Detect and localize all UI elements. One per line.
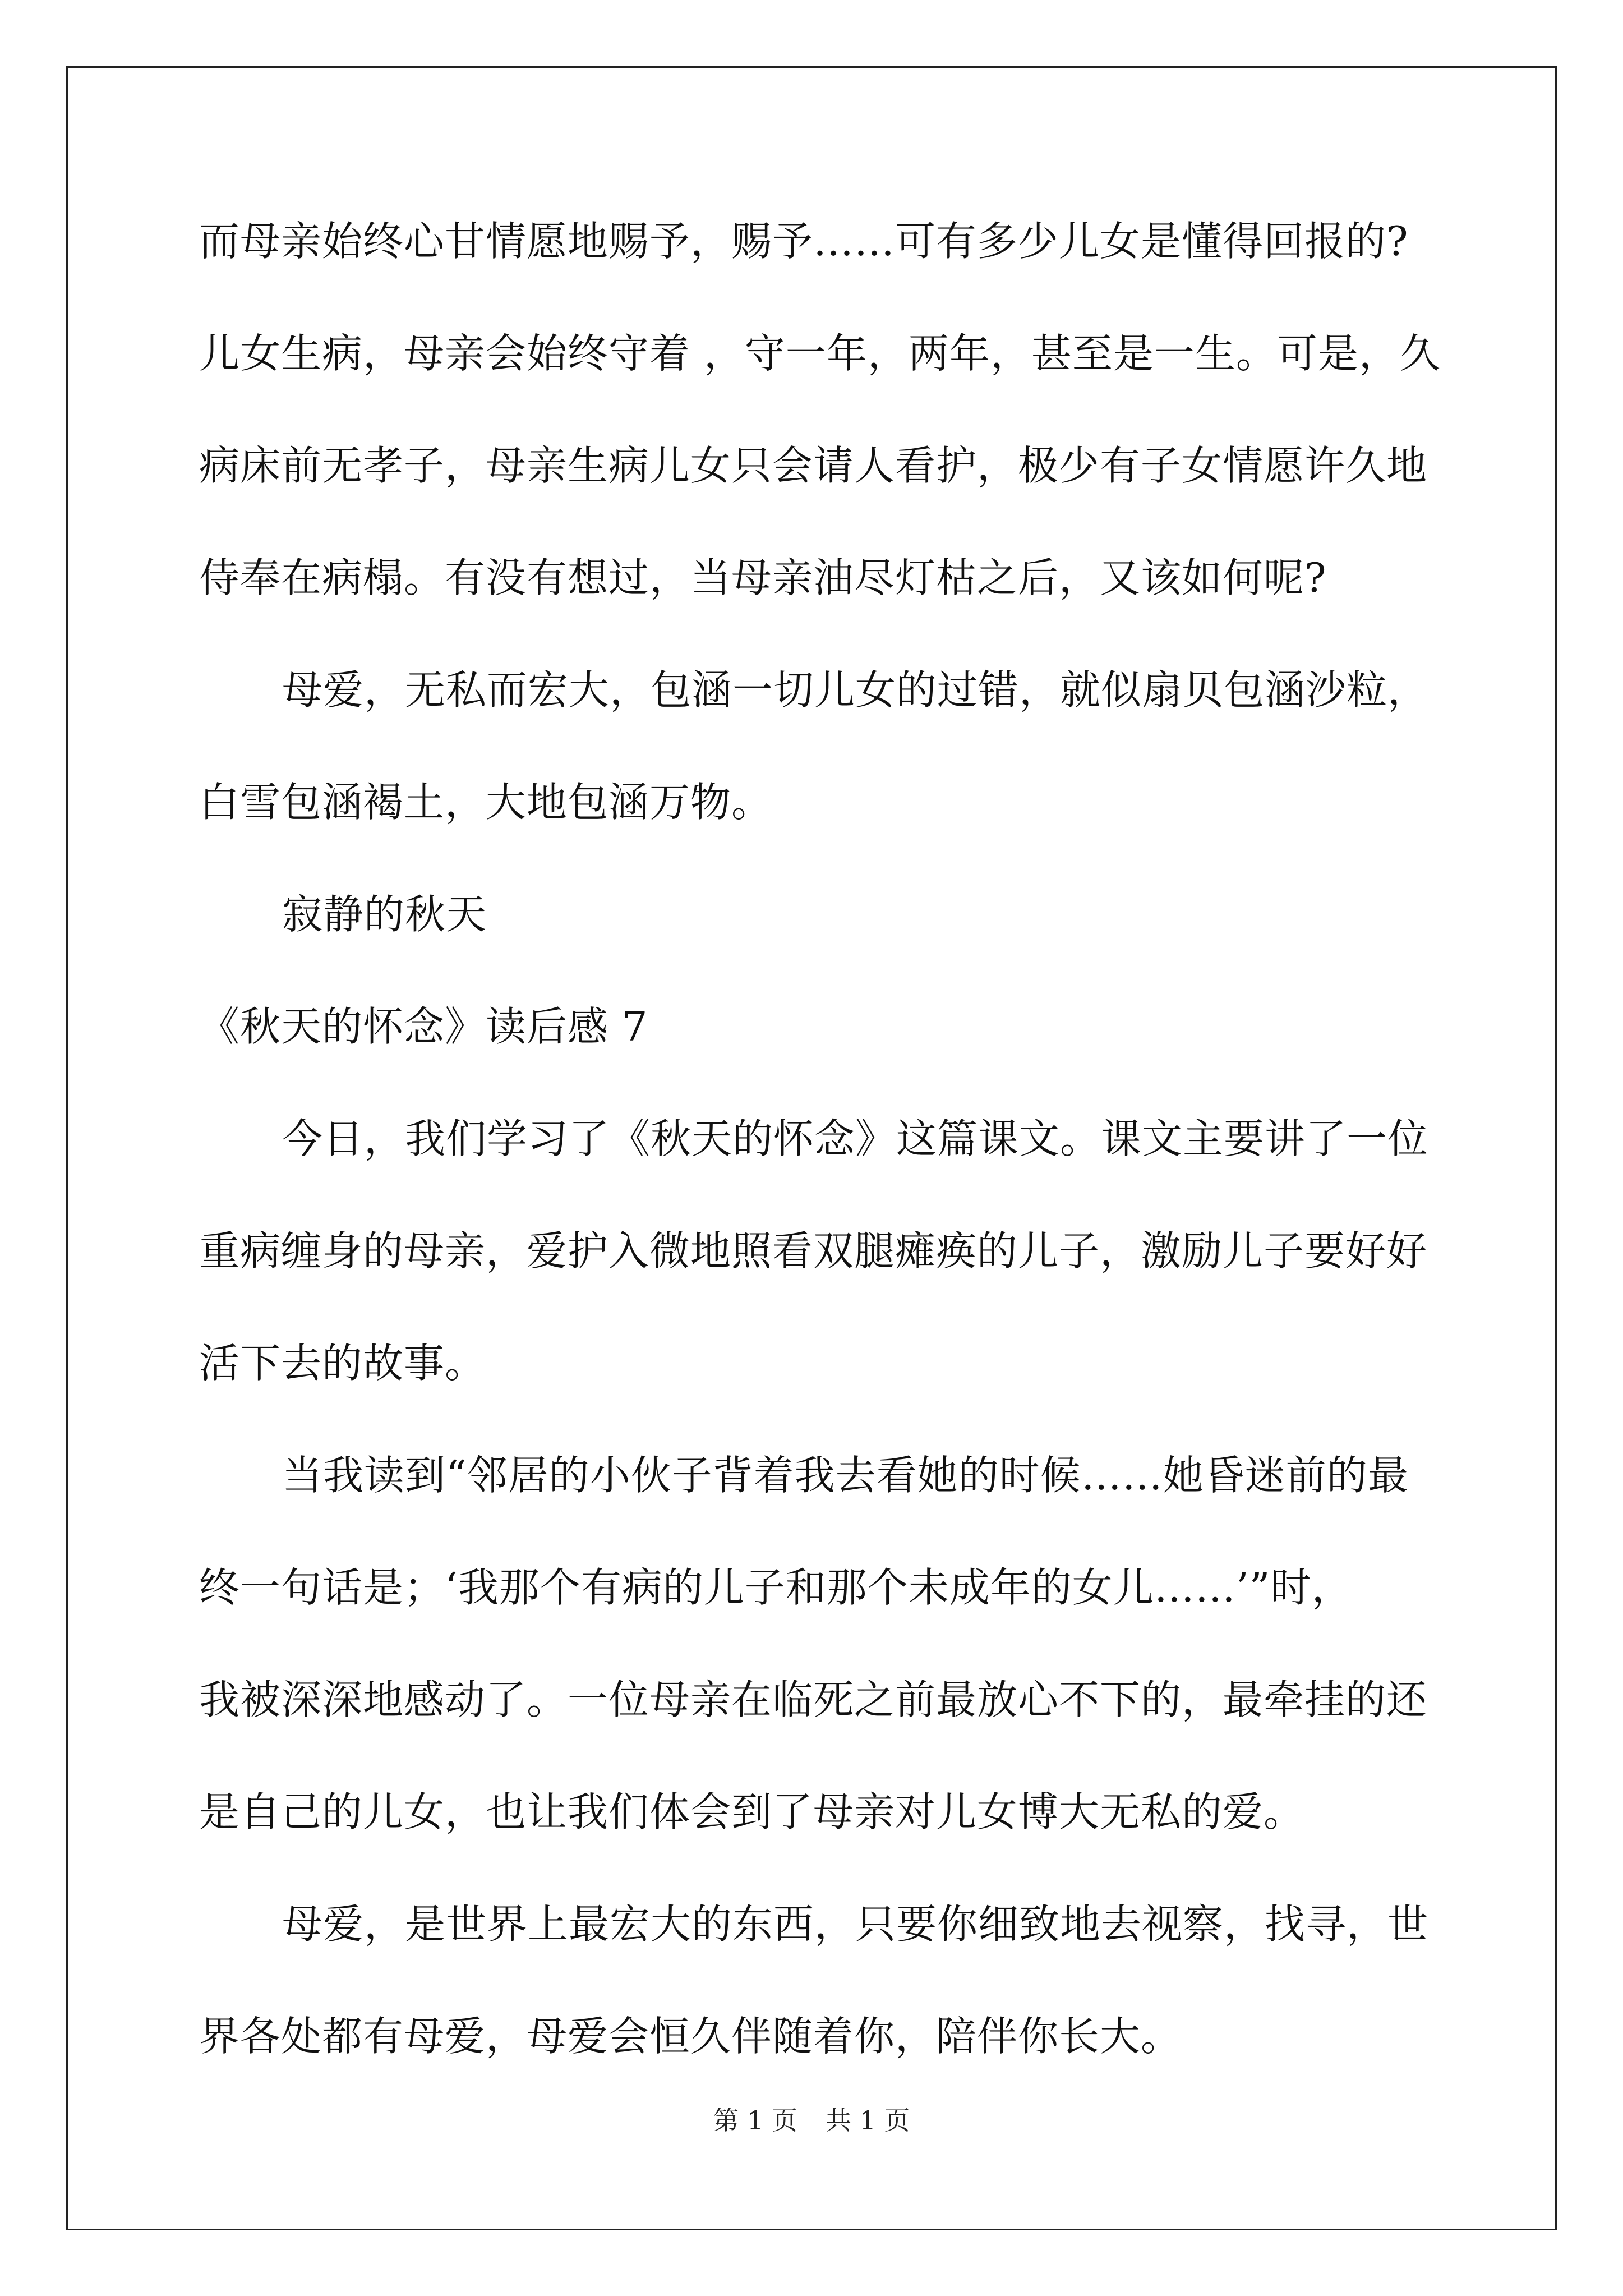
document-body — [199, 216, 1441, 2123]
text-line: 病床前无孝子，母亲生病儿女只会请人看护，极少有子女情愿许久地 — [199, 442, 1428, 489]
text-line: 母爱，是世界上最宏大的东西，只要你细致地去视察，找寻，世 — [282, 1901, 1429, 1948]
text-line: 重病缠身的母亲，爱护入微地照看双腿瘫痪的儿子，激励儿子要好好 — [199, 1227, 1428, 1274]
page-footer — [0, 2104, 1623, 2137]
text-line: 当我读到“邻居的小伙子背着我去看她的时候……她昏迷前的最 — [282, 1452, 1409, 1499]
text-line: 终一句话是；‘我那个有病的儿子和那个未成年的女儿……’”时， — [199, 1564, 1353, 1611]
text-line: 白雪包涵褐土，大地包涵万物。 — [199, 779, 773, 826]
text-line: 是自己的儿女，也让我们体会到了母亲对儿女博大无私的爱。 — [199, 1788, 1305, 1835]
text-line: 活下去的故事。 — [199, 1340, 486, 1387]
text-line: 母爱，无私而宏大，包涵一切儿女的过错，就似扇贝包涵沙粒， — [282, 666, 1429, 714]
page-number: 第 1 页 — [713, 2105, 797, 2136]
section-heading: 《秋天的怀念》读后感 7 — [199, 1003, 648, 1050]
text-line: 我被深深地感动了。一位母亲在临死之前最放心不下的，最牵挂的还 — [199, 1676, 1428, 1723]
page-total: 共 1 页 — [826, 2105, 910, 2136]
text-line: 界各处都有母爱，母爱会恒久伴随着你，陪伴你长大。 — [199, 2013, 1182, 2060]
text-line: 侍奉在病榻。有没有想过，当母亲油尽灯枯之后，又该如何呢? — [199, 554, 1327, 601]
text-line: 而母亲始终心甘情愿地赐予，赐予……可有多少儿女是懂得回报的? — [199, 218, 1409, 265]
section-signature: 寂静的秋天 — [282, 891, 487, 938]
text-line: 今日，我们学习了《秋天的怀念》这篇课文。课文主要讲了一位 — [282, 1115, 1429, 1162]
text-line: 儿女生病，母亲会始终守着 ，守一年，两年，甚至是一生。可是，久 — [199, 330, 1441, 377]
